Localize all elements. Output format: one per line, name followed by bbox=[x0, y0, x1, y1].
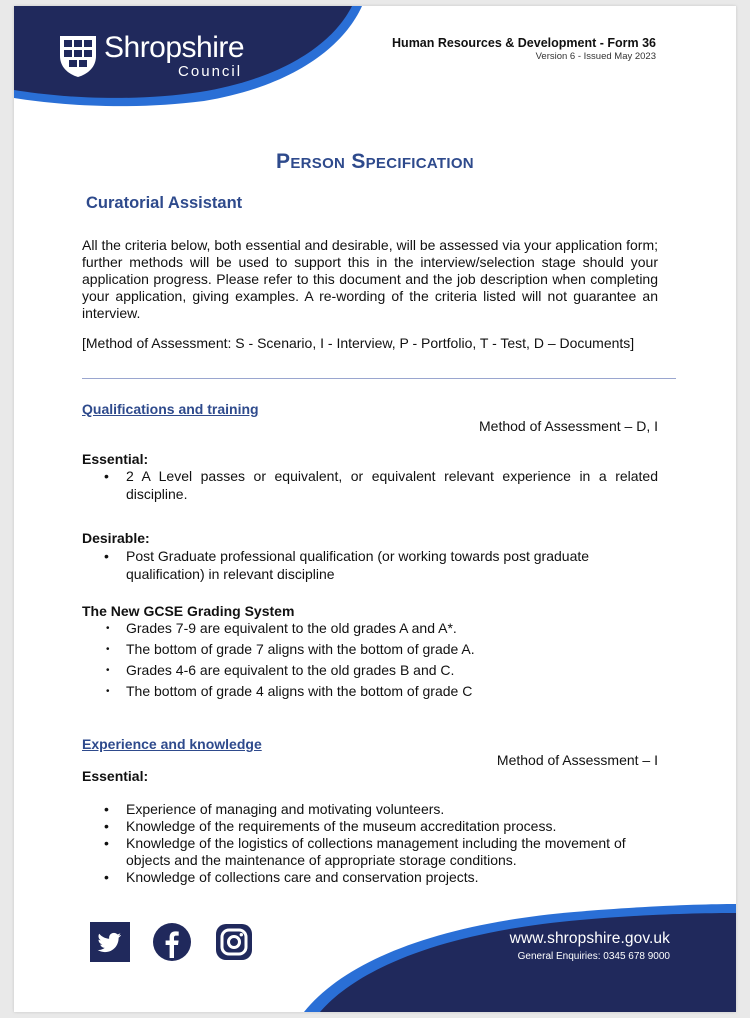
list-item: • Grades 7-9 are equivalent to the old grades A and A*. bbox=[82, 620, 642, 638]
form-version: Version 6 - Issued May 2023 bbox=[535, 51, 656, 62]
instagram-icon[interactable] bbox=[214, 922, 254, 962]
logo-subtitle: Council bbox=[178, 63, 243, 80]
qualifications-heading[interactable]: Qualifications and training bbox=[82, 401, 259, 417]
list-item: • Experience of managing and motivating volunteers. bbox=[82, 801, 662, 818]
job-title: Curatorial Assistant bbox=[86, 194, 243, 212]
form-title: Human Resources & Development - Form 36 bbox=[392, 36, 656, 50]
website-link[interactable]: www.shropshire.gov.uk bbox=[509, 930, 670, 947]
enquiries-number: General Enquiries: 0345 678 9000 bbox=[517, 951, 670, 962]
qualifications-essential-list bbox=[82, 468, 658, 503]
gcse-list bbox=[82, 620, 642, 704]
shield-icon bbox=[58, 34, 98, 78]
intro-paragraph: All the criteria below, both essential and desirable, will be assessed via your application form; further methods will be used to support this in the interview/selection stage should your application progress. Please refer to this document and the job description when completing your application, giving examples. A re-wording of the criteria listed will not guarantee an interview. bbox=[82, 237, 658, 321]
divider bbox=[82, 378, 676, 379]
list-item: • 2 A Level passes or equivalent, or equivalent relevant experience in a related discipline. bbox=[82, 468, 658, 503]
social-links bbox=[90, 922, 254, 962]
list-item: • The bottom of grade 4 aligns with the bottom of grade C bbox=[82, 683, 642, 701]
list-item: • Knowledge of the requirements of the museum accreditation process. bbox=[82, 818, 662, 835]
experience-heading[interactable]: Experience and knowledge bbox=[82, 736, 262, 752]
list-item: • The bottom of grade 7 aligns with the bottom of grade A. bbox=[82, 641, 642, 659]
logo-name: Shropshire bbox=[104, 31, 245, 64]
qualifications-desirable-list bbox=[82, 548, 642, 583]
contact-info bbox=[510, 930, 670, 962]
qualifications-method: Method of Assessment – D, I bbox=[479, 418, 658, 434]
qualifications-desirable-label: Desirable: bbox=[82, 530, 150, 546]
gcse-label: The New GCSE Grading System bbox=[82, 603, 295, 619]
twitter-icon[interactable] bbox=[90, 922, 130, 962]
experience-essential-label: Essential: bbox=[82, 768, 149, 784]
qualifications-essential-label: Essential: bbox=[82, 451, 149, 467]
council-logo[interactable] bbox=[58, 32, 244, 80]
list-item: • Post Graduate professional qualification (or working towards post graduate qualification) in relevant discipline bbox=[82, 548, 642, 583]
facebook-icon[interactable] bbox=[152, 922, 192, 962]
experience-method: Method of Assessment – I bbox=[496, 752, 658, 768]
document-page bbox=[14, 6, 736, 1012]
assessment-key: [Method of Assessment: S - Scenario, I - Interview, P - Portfolio, T - Test, D – Documents] bbox=[82, 335, 635, 351]
experience-essential-list bbox=[82, 801, 662, 886]
form-reference bbox=[392, 36, 656, 62]
page-title: Person Specification bbox=[276, 150, 474, 173]
list-item: • Knowledge of collections care and conservation projects. bbox=[82, 869, 662, 886]
list-item: • Grades 4-6 are equivalent to the old grades B and C. bbox=[82, 662, 642, 680]
list-item: • Knowledge of the logistics of collections management including the movement of objects and the maintenance of appropriate storage conditions. bbox=[82, 835, 662, 869]
